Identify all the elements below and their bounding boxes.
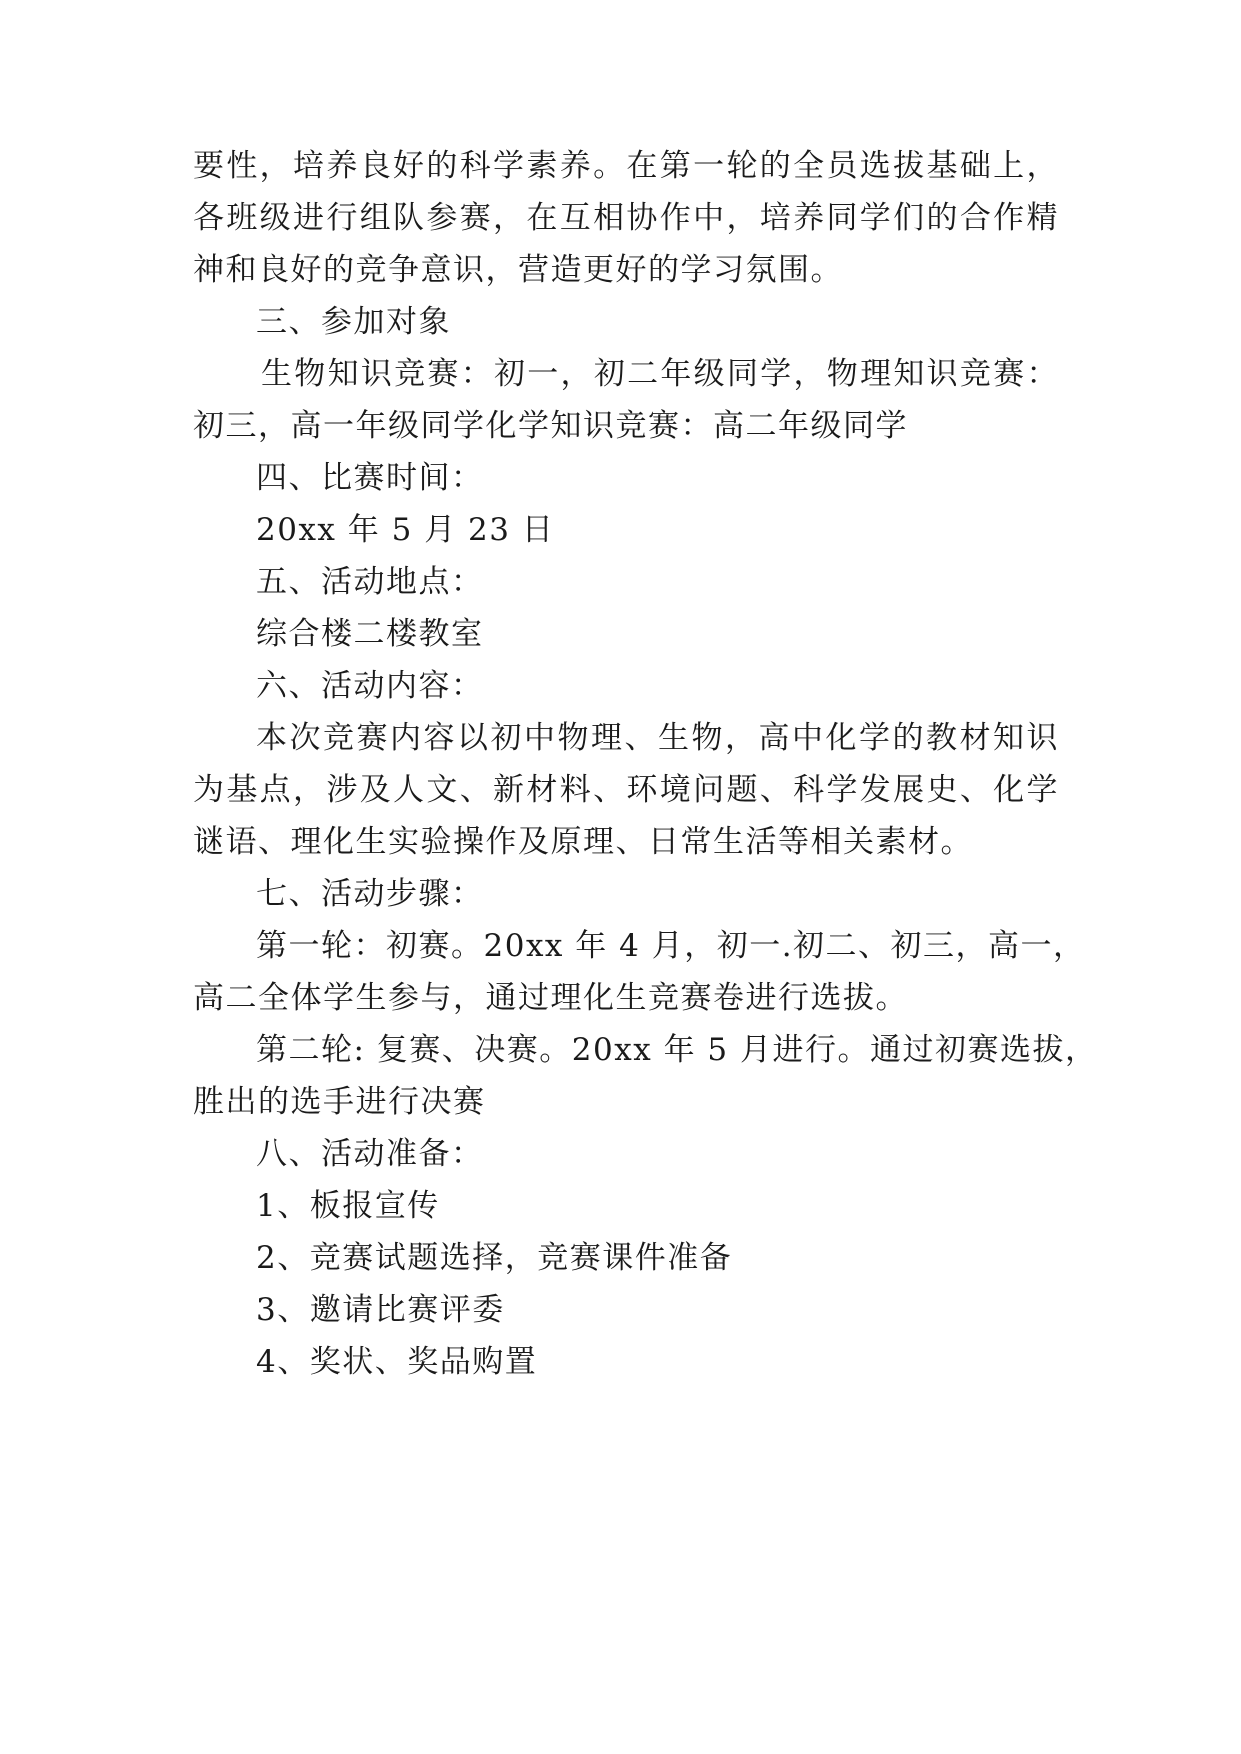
paragraph-line: 神和良好的竞争意识，营造更好的学习氛围。 <box>193 252 843 288</box>
paragraph-line: 各班级进行组队参赛，在互相协作中，培养同学们的合作精 <box>193 200 1059 236</box>
paragraph-line: 胜出的选手进行决赛 <box>193 1084 486 1120</box>
list-item: 3、邀请比赛评委 <box>256 1292 505 1328</box>
list-item: 1、板报宣传 <box>256 1188 440 1224</box>
section-heading: 六、活动内容： <box>256 668 484 704</box>
paragraph-line: 为基点，涉及人文、新材料、环境问题、科学发展史、化学 <box>193 772 1059 808</box>
paragraph-line: 初三，高一年级同学化学知识竞赛：高二年级同学 <box>193 408 908 444</box>
section-heading: 四、比赛时间： <box>256 460 484 496</box>
paragraph-line: 第二轮: 复赛、决赛。20xx 年 5 月进行。通过初赛选拔， <box>256 1032 1098 1068</box>
paragraph-line: 本次竞赛内容以初中物理、生物，高中化学的教材知识 <box>256 720 1059 756</box>
paragraph-line: 高二全体学生参与，通过理化生竞赛卷进行选拔。 <box>193 980 908 1016</box>
paragraph-line: 综合楼二楼教室 <box>256 616 484 652</box>
section-heading: 三、参加对象 <box>256 304 451 340</box>
section-heading: 五、活动地点： <box>256 564 484 600</box>
paragraph-line: 生物知识竞赛：初一，初二年级同学，物理知识竞赛： <box>261 356 1059 392</box>
section-heading: 七、活动步骤： <box>256 876 484 912</box>
section-heading: 八、活动准备： <box>256 1136 484 1172</box>
paragraph-line: 要性，培养良好的科学素养。在第一轮的全员选拔基础上， <box>193 148 1059 184</box>
paragraph-line: 20xx 年 5 月 23 日 <box>256 512 555 548</box>
paragraph-line: 第一轮：初赛。20xx 年 4 月，初一.初二、初三，高一， <box>256 928 1086 964</box>
list-item: 4、奖状、奖品购置 <box>256 1344 538 1380</box>
list-item: 2、竞赛试题选择，竞赛课件准备 <box>256 1240 733 1276</box>
paragraph-line: 谜语、理化生实验操作及原理、日常生活等相关素材。 <box>193 824 973 860</box>
